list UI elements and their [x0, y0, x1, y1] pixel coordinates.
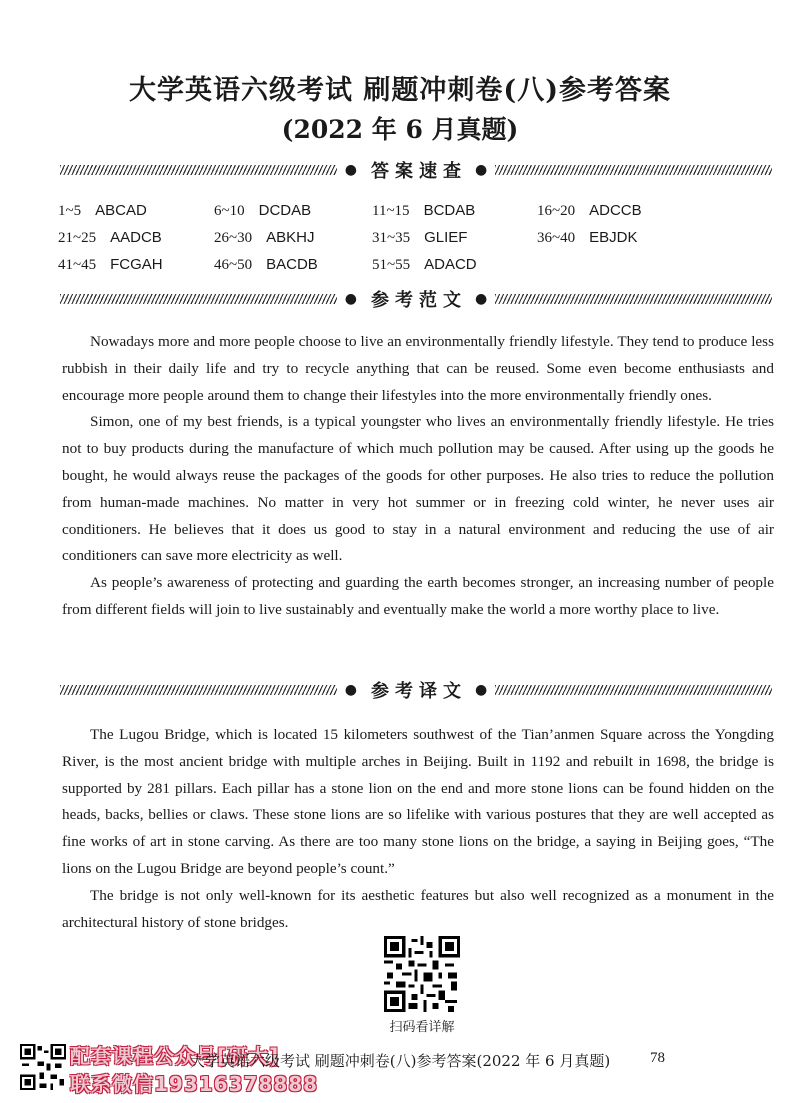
- section-title-answers: 答案速查: [371, 161, 467, 182]
- page-title: 大学英语六级考试 刷题冲刺卷(八)参考答案: [129, 75, 671, 106]
- essay-body: [62, 329, 774, 624]
- answer-item: 11~15 BCDAB: [372, 202, 476, 219]
- essay-paragraph: Nowadays more and more people choose to live an environmentally friendly lifestyle. They tend to produce less rubbish in their daily life and try to recycle anything that can be reused. Some even become enthusiasts and encourage more people around them to change their lifestyles into the more environmentally friendly ones.: [62, 333, 774, 404]
- hatch-divider: [495, 294, 772, 304]
- bullet-icon: ●: [344, 291, 357, 307]
- answer-item: 41~45 FCGAH: [58, 256, 163, 273]
- essay-paragraph: As people’s awareness of protecting and guarding the earth becomes stronger, an increasing number of people from different fields will join to live sustainably and eventually make the world a more worthy place to live.: [62, 574, 774, 618]
- translation-paragraph: The bridge is not only well-known for its aesthetic features but also well recognized as a monument in the architectural history of stone bridges.: [62, 886, 774, 931]
- hatch-divider: [60, 685, 337, 695]
- translation-paragraph: The Lugou Bridge, which is located 15 kilometers southwest of the Tian’anmen Square across the Yongding River, is the most ancient bridge with multiple arches in Beijing. Built in 1192 and rebuilt in 1698, the bridge is supported by 281 pillars. Each pillar has a stone lion on the end and more stone lions can be found hidden on the heads, backs, bellies or claws. These stone lions are so lifelike with various postures that they are well accepted as fine works of art in stone carving. As there are too many stone lions on the bridge, a saying in Beijing goes, “The lions on the Lugou Bridge are beyond people’s count.”: [62, 726, 774, 877]
- promo-line-1: 配套课程公众号[研大]: [70, 1044, 280, 1068]
- promo-line-2: 联系微信19316378888: [70, 1072, 319, 1096]
- answer-item: 6~10 DCDAB: [214, 202, 312, 219]
- hatch-divider: [495, 165, 772, 175]
- answer-item: 21~25 AADCB: [58, 229, 162, 246]
- section-title-essay: 参考范文: [371, 290, 467, 311]
- promo-qr-icon: [20, 1044, 66, 1090]
- hatch-divider: [495, 685, 772, 695]
- section-header-answers: [60, 158, 772, 182]
- answer-item: 46~50 BACDB: [214, 256, 318, 273]
- bullet-icon: ●: [475, 162, 488, 178]
- section-header-translation: [60, 678, 772, 702]
- answer-key-grid: [58, 200, 758, 276]
- answer-item: 26~30 ABKHJ: [214, 229, 315, 246]
- qr-caption: 扫码看详解: [389, 1020, 455, 1035]
- section-title-translation: 参考译文: [371, 681, 467, 702]
- bullet-icon: ●: [475, 291, 488, 307]
- section-header-essay: [60, 287, 772, 311]
- answer-item: 51~55 ADACD: [372, 256, 477, 273]
- hatch-divider: [60, 294, 337, 304]
- hatch-divider: [60, 165, 337, 175]
- essay-paragraph: Simon, one of my best friends, is a typical youngster who lives an environmentally friendly lifestyle. He tries not to buy products during the manufacture of which much pollution may be caused. After using up the goods he bought, he would always reuse the packages of the goods for other purposes. He also tries to reduce the pollution from human-made machines. No matter in very hot summer or in freezing cold winter, he never uses air conditioners. He believes that it does us good to stay in a natural environment and reducing the use of air conditioners can save more electricity as well.: [62, 413, 774, 565]
- page-footer: 大学英语六级考试 刷题冲刺卷(八)参考答案(2022 年 6 月真题): [190, 1052, 611, 1070]
- bullet-icon: ●: [344, 162, 357, 178]
- answer-item: 31~35 GLIEF: [372, 229, 468, 246]
- bullet-icon: ●: [475, 682, 488, 698]
- answer-item: 36~40 EBJDK: [537, 229, 638, 246]
- page-number: 78: [650, 1050, 665, 1066]
- translation-body: [62, 722, 774, 936]
- qr-code-icon[interactable]: [384, 936, 460, 1012]
- answer-item: 16~20 ADCCB: [537, 202, 642, 219]
- bullet-icon: ●: [344, 682, 357, 698]
- answer-item: 1~5 ABCAD: [58, 202, 147, 219]
- page-subtitle: (2022 年 6 月真题): [281, 115, 519, 144]
